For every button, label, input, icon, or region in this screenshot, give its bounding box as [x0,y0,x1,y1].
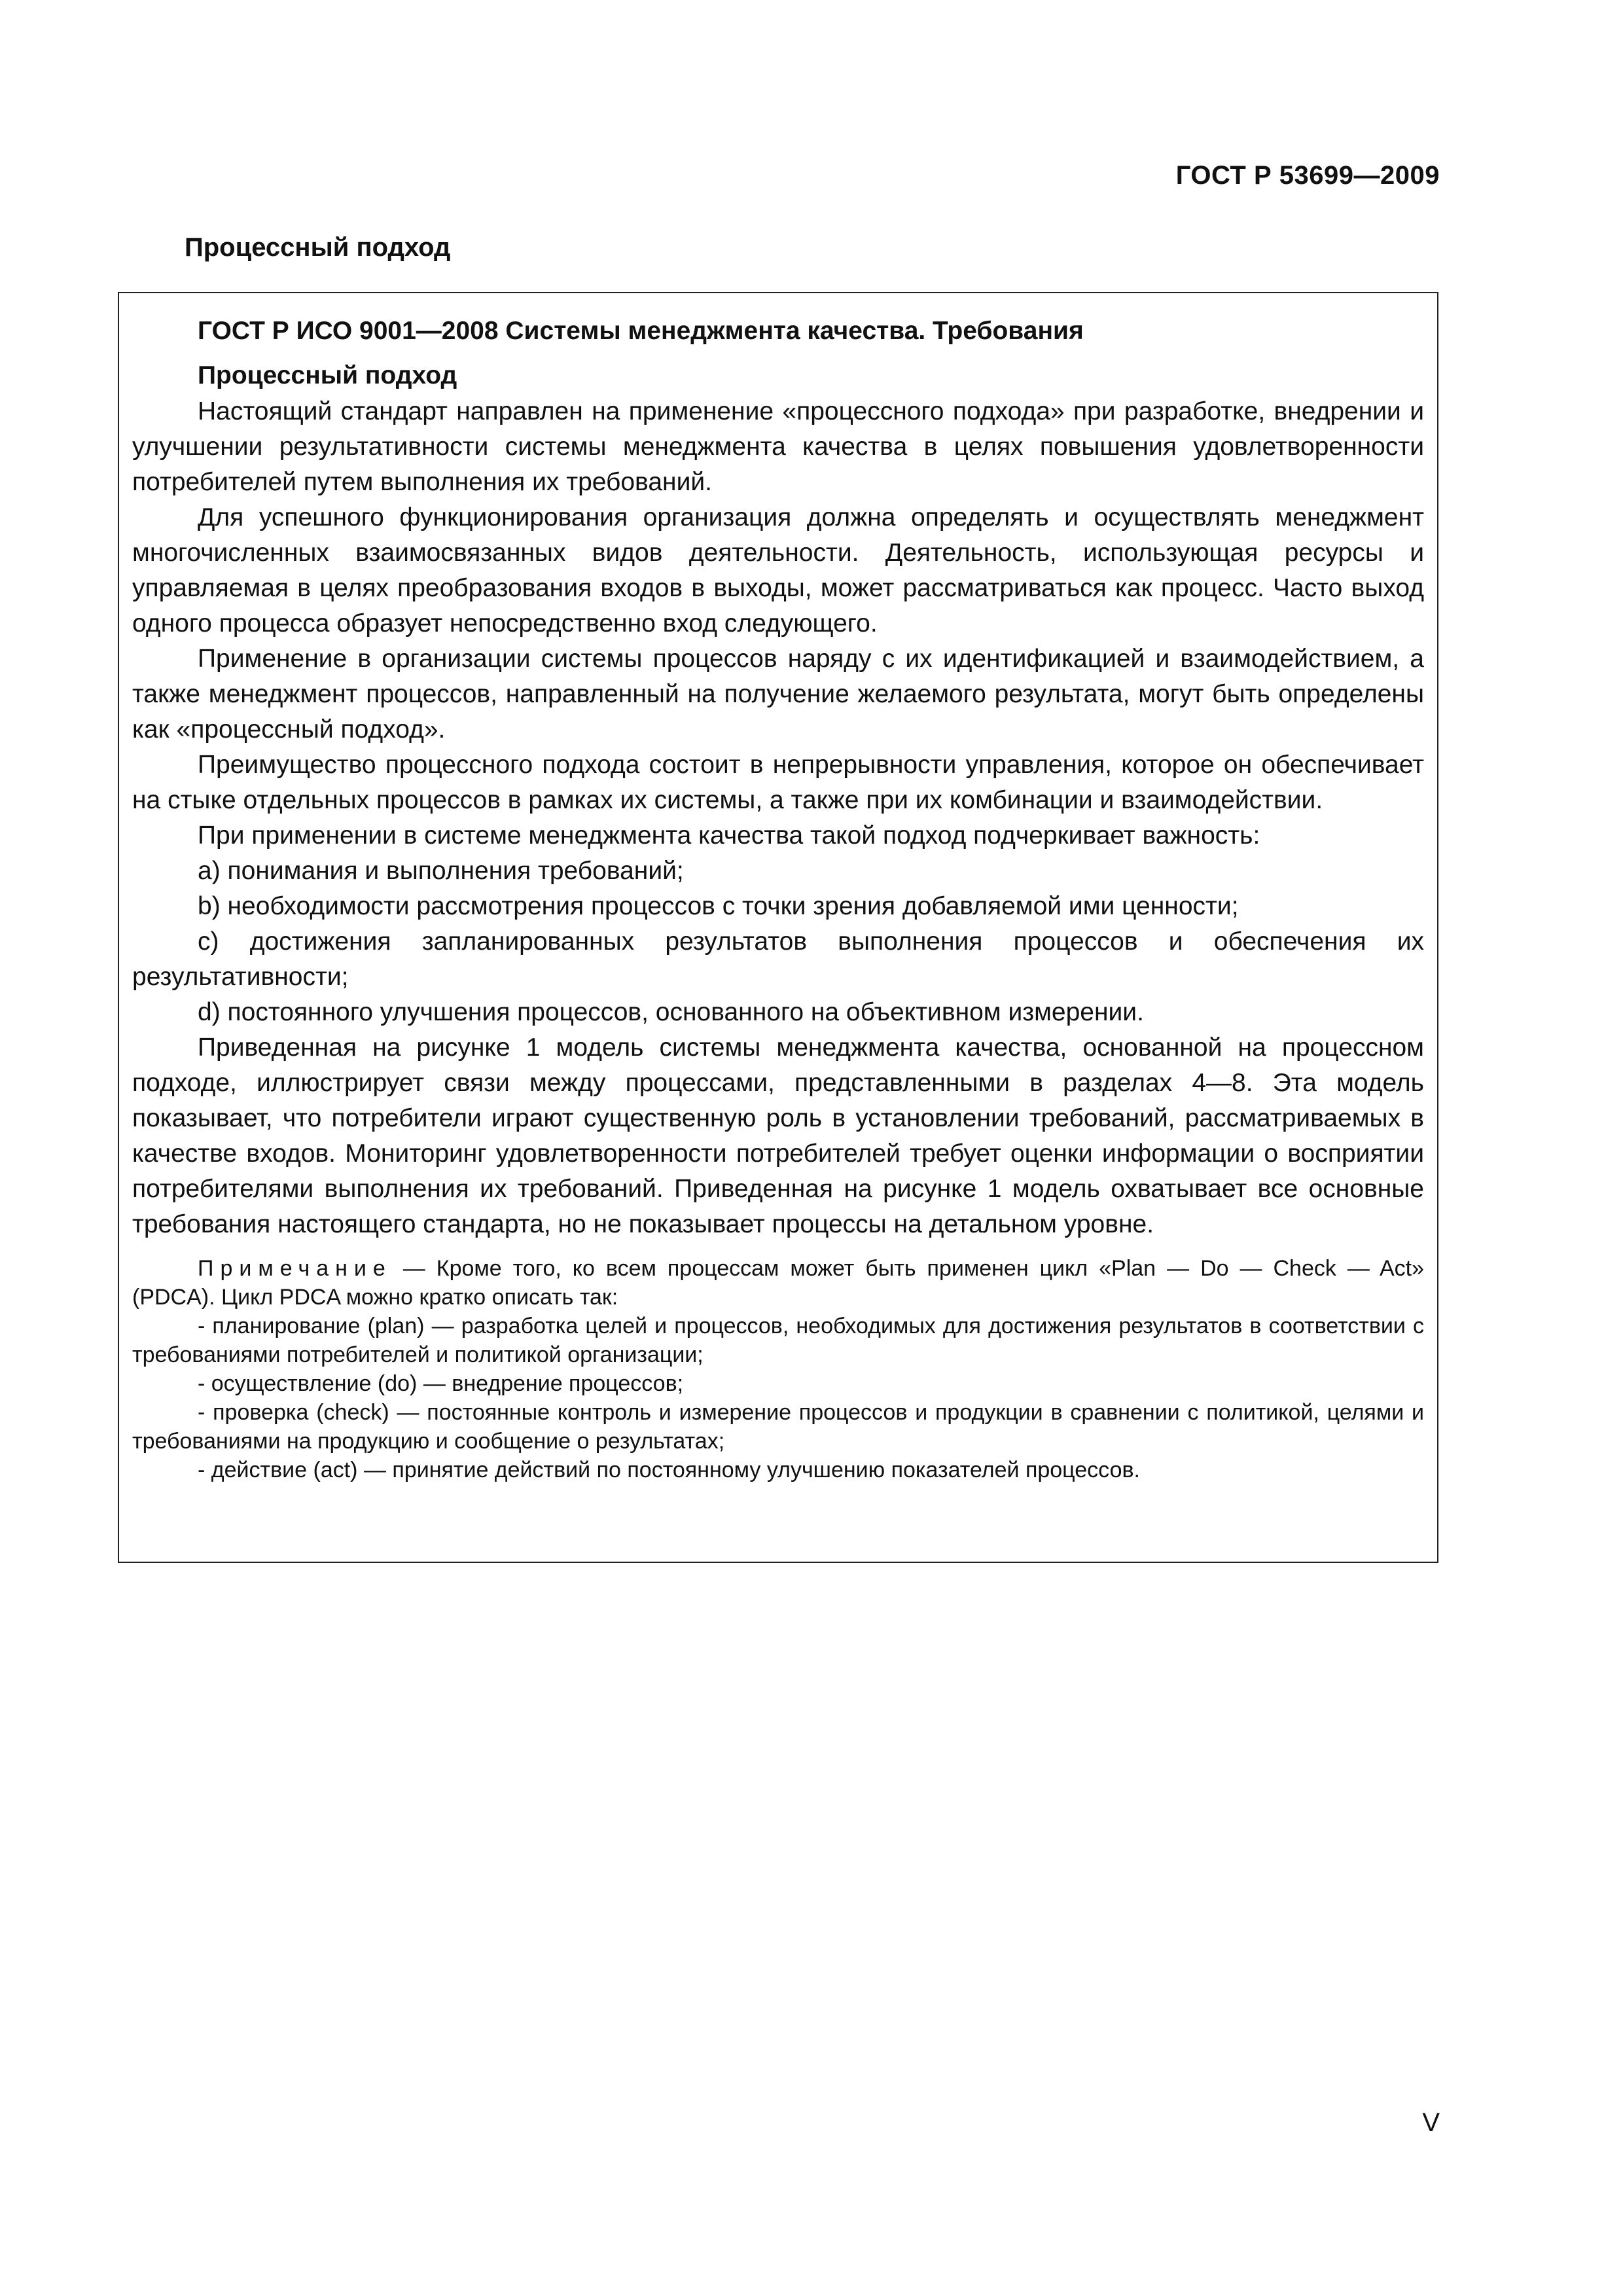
paragraph: При применении в системе менеджмента качества такой подход подчеркивает важность: [198,821,1260,850]
note-item: - проверка (check) — постоянные контроль и измерение процессов и продукции в сравнении с политикой, целями и требованиями на продукцию и сообщение о результатах; [132,1400,1424,1454]
paragraph: Применение в организации системы процессов наряду с их идентификацией и взаимодействием, а также менеджмент процессов, направленный на получение желаемого результата, могут быть определены как «процессный подход». [132,645,1424,744]
paragraph: Для успешного функционирования организация должна определять и осуществлять менеджмент многочисленных взаимосвязанных видов деятельности. Деятельность, использующая ресурсы и управляемая в целях преобразования входов в выходы, может рассматриваться как процесс. Часто выход одного процесса образует непосредственно вход следующего. [132,503,1424,637]
quoted-standard-box [118,292,1438,1563]
document-number: ГОСТ Р 53699—2009 [1175,161,1440,190]
box-subtitle: Процессный подход [198,361,457,389]
paragraph: Приведенная на рисунке 1 модель системы менеджмента качества, основанной на процессном подходе, иллюстрирует связи между процессами, представленными в разделах 4—8. Эта модель показывает, что потребители играют существенную роль в установлении требований, рассматриваемых в качестве входов. Мониторинг удовлетворенности потребителей требует оценки информации о восприятии потребителями выполнения их требований. Приведенная на рисунке 1 модель охватывает все основные требования настоящего стандарта, но не показывает процессы на детальном уровне. [132,1033,1424,1238]
page-number: V [1422,2108,1440,2137]
list-item: c) достижения запланированных результатов выполнения процессов и обеспечения их результативности; [132,927,1424,991]
note-item: - осуществление (do) — внедрение процессов; [198,1371,684,1396]
box-title: ГОСТ Р ИСО 9001—2008 Системы менеджмента качества. Требования [198,317,1084,345]
note-intro [132,1254,1424,1312]
list-item: a) понимания и выполнения требований; [198,857,684,885]
note-item: - действие (act) — принятие действий по постоянному улучшению показателей процессов. [198,1458,1140,1482]
list-item: b) необходимости рассмотрения процессов с точки зрения добавляемой ими ценности; [198,892,1239,920]
list-item: d) постоянного улучшения процессов, основанного на объективном измерении. [198,998,1144,1026]
note-block [132,1254,1424,1484]
paragraph: Преимущество процессного подхода состоит в непрерывности управления, которое он обеспечивает на стыке отдельных процессов в рамках их системы, а также при их комбинации и взаимодействии. [132,751,1424,814]
note-label: Примечание [198,1256,392,1281]
section-heading: Процессный подход [185,233,451,262]
paragraph: Настоящий стандарт направлен на применение «процессного подхода» при разработке, внедрении и улучшении результативности системы менеджмента качества в целях повышения удовлетворенности потребителей путем выполнения их требований. [132,397,1424,496]
note-text: — Кроме того, ко всем процессам может быть применен цикл «Plan — Do — Check — Act» (PDCA). Цикл PDCA можно кратко описать так: [132,1256,1425,1310]
note-item: - планирование (plan) — разработка целей и процессов, необходимых для достижения результатов в соответствии с требованиями потребителей и политикой организации; [132,1314,1424,1367]
